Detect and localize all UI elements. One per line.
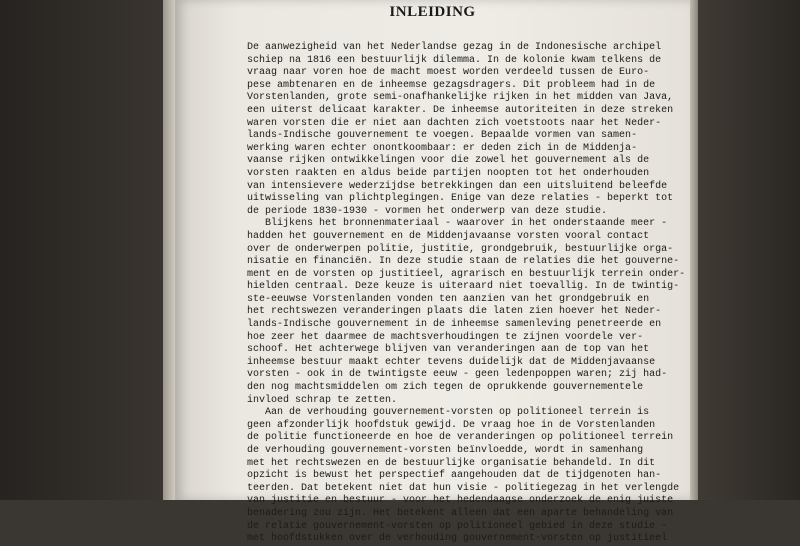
text-line: vorsten - ook in de twintigste eeuw - geen ledenpoppen waren; zij had- bbox=[247, 369, 668, 381]
text-line: vorsten raakten en aldus beide partijen noopten tot het onderhouden bbox=[247, 167, 650, 179]
text-line: ste-eeuwse Vorstenlanden vonden ten aanzien van het grondgebruik en bbox=[247, 293, 650, 305]
text-line: benadering zou zijn. Het betekent alleen dat een aparte behandeling van bbox=[247, 507, 674, 519]
text-line: schiep na 1816 een bestuurlijk dilemma. In de kolonie kwam telkens de bbox=[247, 54, 662, 66]
text-line: de periode 1830-1930 - vormen het onderwerp van deze studie. bbox=[247, 205, 608, 217]
text-line: van justitie en bestuur - voor het hedendaagse onderzoek de enig juiste bbox=[247, 495, 674, 507]
text-line: over de onderwerpen politie, justitie, grondgebruik, bestuurlijke orga- bbox=[247, 243, 674, 255]
book-page bbox=[175, 0, 690, 545]
text-line: Aan de verhouding gouvernement-vorsten op politioneel terrein is bbox=[247, 407, 650, 419]
text-line: een uiterst delicaat karakter. De inheemse autoriteiten in deze streken bbox=[247, 104, 674, 116]
text-line: De aanwezigheid van het Nederlandse gezag in de Indonesische archipel bbox=[247, 42, 662, 53]
body-text bbox=[247, 42, 686, 546]
text-line: uitwisseling van plichtplegingen. Enige van deze relaties - beperkt tot bbox=[247, 193, 674, 205]
text-line: vraag naar voren hoe de macht moest worden verdeeld tussen de Euro- bbox=[247, 67, 650, 79]
text-line: werking waren echter onontkoombaar: er deden zich in de Middenja- bbox=[247, 142, 638, 154]
text-line: met het rechtswezen en de bestuurlijke organisatie behandeld. In dit bbox=[247, 457, 656, 469]
text-line: hielden centraal. Deze keuze is uiteraard niet toevallig. In de twintig- bbox=[247, 281, 680, 293]
text-line: waren vorsten die er niet aan dachten zich voetstoots naar het Neder- bbox=[247, 117, 662, 129]
text-line: ment en de vorsten op justitieel, agrarisch en bestuurlijk terrein onder- bbox=[247, 268, 686, 280]
text-line: vaanse rijken ontwikkelingen voor die zowel het gouvernement als de bbox=[247, 155, 650, 167]
text-line: lands-Indische gouvernement te voegen. Bepaalde vormen van samen- bbox=[247, 130, 638, 142]
text-line: Vorstenlanden, grote semi-onafhankelijke rijken in het midden van Java, bbox=[247, 92, 674, 104]
text-line: de politie functioneerde en hoe de veranderingen op politioneel terrein bbox=[247, 432, 674, 444]
text-line: Blijkens het bronnenmateriaal - waarover in het onderstaande meer - bbox=[247, 218, 668, 230]
text-line: nisatie en financiën. In deze studie staan de relaties die het gouverne- bbox=[247, 256, 680, 268]
text-line: de verhouding gouvernement-vorsten beïnvloedde, wordt in samenhang bbox=[247, 445, 644, 456]
text-line: hoe zeer het daarmee de machtsverhoudingen te zijnen voordele ver- bbox=[247, 331, 644, 343]
text-line: den nog machtsmiddelen om zich tegen de oprukkende gouvernementele bbox=[247, 382, 644, 394]
text-line: opzicht is bewust het perspectief aangehouden dat de tijdgenoten han- bbox=[247, 470, 662, 482]
text-line: hadden het gouvernement en de Middenjavaanse vorsten vooral contact bbox=[247, 230, 650, 242]
text-line: geen afzonderlijk hoofdstuk gewijd. De vraag hoe in de Vorstenlanden bbox=[247, 419, 656, 431]
text-line: lands-Indische gouvernement in de inheemse samenleving penetreerde en bbox=[247, 319, 662, 331]
text-line: pese ambtenaren en de inheemse gezagsdragers. Dit probleem had in de bbox=[247, 79, 656, 91]
text-line: van intensievere wederzijdse betrekkingen dan een uitsluitend beleefde bbox=[247, 180, 668, 192]
desk-background-left bbox=[0, 0, 175, 500]
desk-background-right bbox=[690, 0, 800, 500]
text-line: de relatie gouvernement-vorsten op politioneel gebied in deze studie - bbox=[247, 520, 668, 532]
text-line: met hoofdstukken over de verhouding gouvernement-vorsten op justitieel bbox=[247, 533, 668, 545]
text-line: inheemse bestuur maakt echter tevens duidelijk dat de Middenjavaanse bbox=[247, 356, 656, 368]
chapter-heading: INLEIDING bbox=[389, 4, 476, 20]
text-line: teerden. Dat betekent niet dat hun visie - politiegezag in het verlengde bbox=[247, 482, 680, 494]
text-line: invloed schrap te zetten. bbox=[247, 394, 398, 406]
text-line: het rechtswezen veranderingen plaats die laten zien hoever het Neder- bbox=[247, 306, 662, 318]
text-line: schoof. Het achterwege blijven van veranderingen aan de top van het bbox=[247, 344, 650, 356]
